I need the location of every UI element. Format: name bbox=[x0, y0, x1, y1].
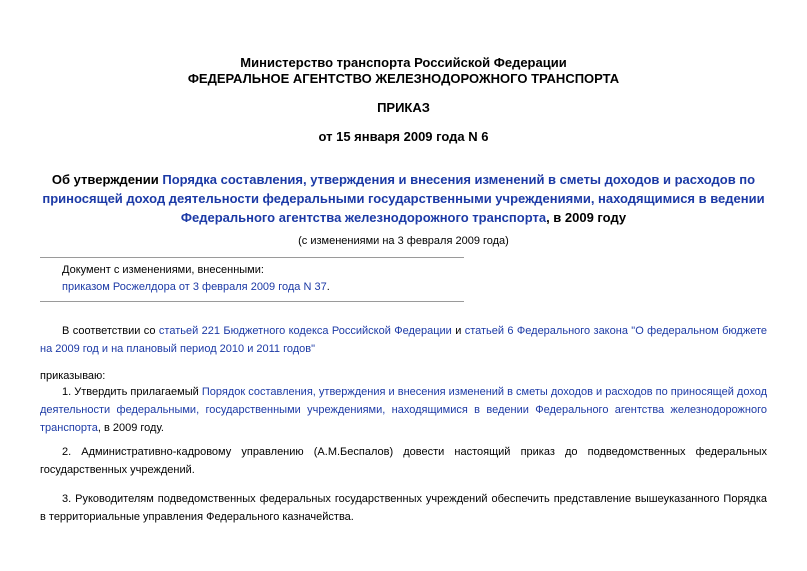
item-1-suffix: , в 2009 году. bbox=[97, 422, 164, 434]
order-word: приказываю: bbox=[40, 370, 106, 382]
divider-bottom bbox=[40, 301, 464, 302]
title-suffix: , в 2009 году bbox=[546, 210, 627, 225]
changes-label: Документ с изменениями, внесенными: bbox=[62, 264, 264, 276]
preamble-link-budget-code[interactable]: статьей 221 Бюджетного кодекса Российской Федерации bbox=[158, 325, 452, 337]
changes-end: . bbox=[326, 281, 330, 293]
title-link[interactable]: Порядка составления, утверждения и внесения изменений в сметы доходов и расходов по приносящей доход деятельности федеральными государственными учреждениями, находящимися в ведении Федерального агентства железнодорожного транспорта bbox=[42, 172, 765, 225]
document-date-number: от 15 января 2009 года N 6 bbox=[318, 129, 489, 144]
preamble-text-1: В соответствии со bbox=[62, 325, 159, 337]
item-1-paragraph bbox=[40, 383, 767, 437]
document-type: ПРИКАЗ bbox=[377, 100, 430, 115]
item-1-link[interactable]: Порядок составления, утверждения и внесения изменений в сметы доходов и расходов по приносящей доход деятельности федеральными, государственными учреждениями, находящимися в ведении Федерального агентства железнодорожного транспорта bbox=[40, 386, 767, 434]
title-prefix: Об утверждении bbox=[51, 172, 163, 187]
item-3-paragraph: 3. Руководителям подведомственных федеральных государственных учреждений обеспечить представление вышеуказанного Порядка в территориальные управления Федерального казначейства. bbox=[40, 493, 767, 523]
document-title bbox=[40, 170, 767, 227]
amendment-note: (с изменениями на 3 февраля 2009 года) bbox=[298, 235, 509, 247]
divider-top bbox=[40, 257, 464, 258]
item-1-prefix: 1. Утвердить прилагаемый bbox=[62, 386, 202, 398]
preamble-link-federal-law[interactable]: статьей 6 Федерального закона "О федеральном бюджете на 2009 год и на плановый период 2010 и 2011 годов" bbox=[40, 325, 767, 355]
preamble-paragraph bbox=[40, 322, 767, 358]
changes-entry bbox=[62, 280, 330, 294]
preamble-text-2: и bbox=[451, 325, 465, 337]
ministry-name: Министерство транспорта Российской Федерации bbox=[240, 55, 567, 70]
changes-link[interactable]: приказом Росжелдора от 3 февраля 2009 года N 37 bbox=[62, 281, 327, 293]
item-2-paragraph: 2. Административно-кадровому управлению (А.М.Беспалов) довести настоящий приказ до подведомственных федеральных государственных учреждений. bbox=[40, 446, 767, 476]
agency-name: ФЕДЕРАЛЬНОЕ АГЕНТСТВО ЖЕЛЕЗНОДОРОЖНОГО ТРАНСПОРТА bbox=[187, 71, 620, 86]
